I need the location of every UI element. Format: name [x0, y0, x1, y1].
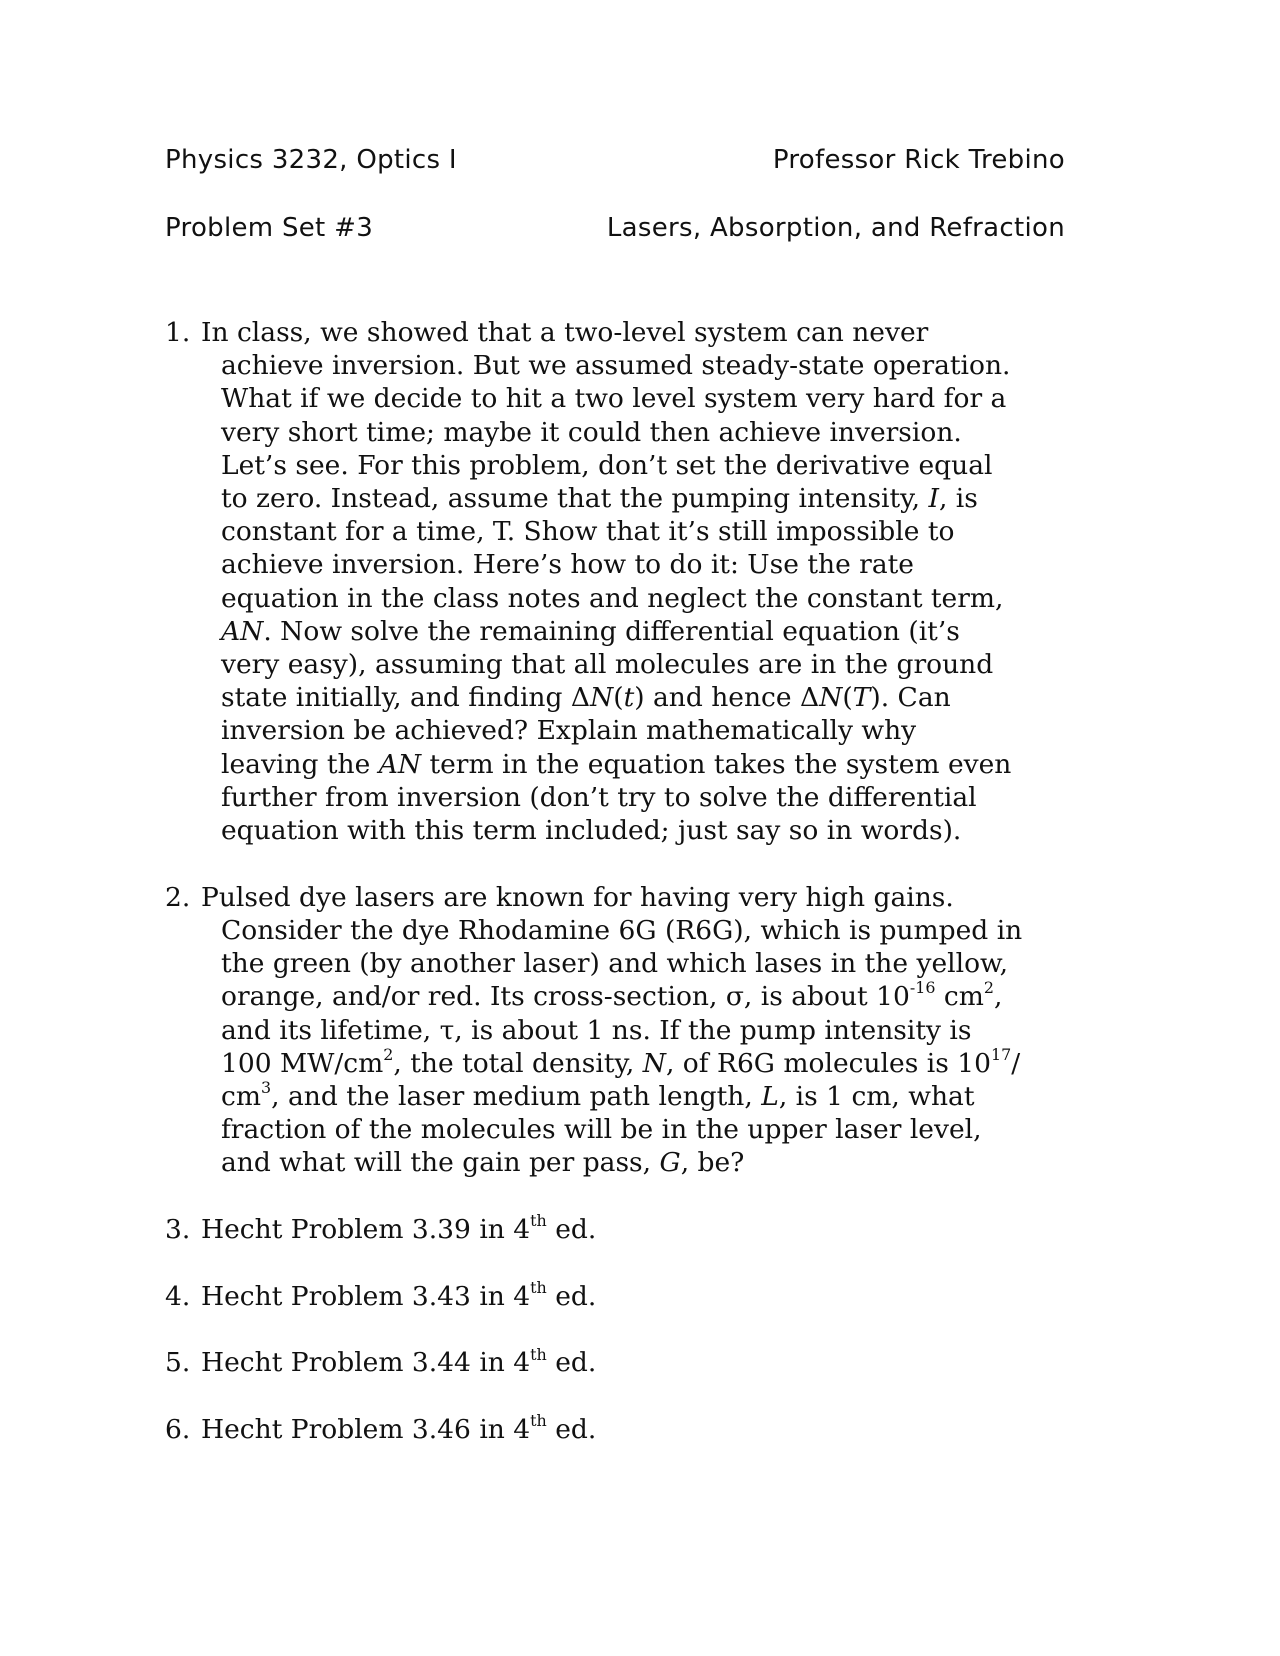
problem-text-line: equation in the class notes and neglect the constant term,	[221, 582, 1004, 614]
problem-text-line: Hecht Problem 3.44 in 4th ed.	[201, 1344, 597, 1379]
problem-6	[165, 1413, 1125, 1446]
problem-text-line: achieve inversion. But we assumed steady-state operation.	[221, 350, 1011, 382]
problem-list	[165, 316, 1125, 1480]
problem-number: 1.	[165, 317, 191, 348]
problem-2	[165, 881, 1125, 1180]
professor-name: Professor Rick Trebino	[772, 145, 1065, 175]
problem-text-line: further from inversion (don’t try to solve the differential	[221, 781, 977, 813]
problem-text-line: Consider the dye Rhodamine 6G (R6G), which is pumped in	[221, 914, 1023, 946]
problem-text-line: constant for a time, T. Show that it’s still impossible to	[221, 516, 955, 548]
problem-text-line: orange, and/or red. Its cross-section, σ, is about $10^{-16}$ $cm^2$,	[221, 978, 1003, 1013]
problem-text-line: and what will the gain per pass, G, be?	[221, 1147, 745, 1179]
problem-text-line: What if we decide to hit a two level system very hard for a	[221, 383, 1007, 415]
problem-text-line: the green (by another laser) and which lases in the yellow,	[221, 948, 1009, 980]
problem-text-line: In class, we showed that a two-level system can never	[201, 317, 929, 348]
problem-number: 2.	[165, 881, 191, 913]
problem-text-line: achieve inversion. Here’s how to do it: Use the rate	[221, 549, 914, 581]
problem-text-line: AN. Now solve the remaining differential equation (it’s	[221, 615, 960, 647]
problem-number: 3.	[165, 1214, 191, 1246]
problem-text-line: very short time; maybe it could then achieve inversion.	[221, 416, 962, 448]
problem-text-line: 100 $MW/cm^2$, the total density, N, of R6G molecules is $10^{17}/$	[221, 1044, 1021, 1079]
problem-set-title: Problem Set #3	[165, 213, 374, 243]
course-title: Physics 3232, Optics I	[165, 145, 457, 175]
problem-text-line: fraction of the molecules will be in the upper laser level,	[221, 1114, 982, 1146]
problem-4	[165, 1277, 1125, 1313]
problem-number: 4.	[165, 1280, 191, 1312]
problem-number: 5.	[165, 1347, 191, 1379]
problem-text-line: and its lifetime, τ, is about 1 ns. If the pump intensity is	[221, 1014, 972, 1046]
problem-5	[165, 1346, 1125, 1379]
problem-text-line: Hecht Problem 3.39 in 4th ed.	[201, 1211, 597, 1246]
problem-text-line: to zero. Instead, assume that the pumping intensity, I, is	[221, 483, 978, 515]
problem-text-line: very easy), assuming that all molecules are in the ground	[221, 649, 994, 681]
problem-text-line: Pulsed dye lasers are known for having very high gains.	[201, 881, 954, 913]
problem-number: 6.	[165, 1414, 191, 1446]
problem-text-line: $cm^3$, and the laser medium path length, L, is 1 cm, what	[221, 1078, 975, 1112]
problem-text-line: leaving the AN term in the equation takes the system even	[221, 748, 1012, 780]
problem-3	[165, 1213, 1125, 1246]
problem-set-topic: Lasers, Absorption, and Refraction	[606, 213, 1065, 243]
problem-text-line: Let’s see. For this problem, don’t set the derivative equal	[221, 449, 993, 481]
problem-text-line: inversion be achieved? Explain mathematically why	[221, 715, 917, 747]
problem-text-line: equation with this term included; just say so in words).	[221, 815, 962, 847]
problem-text-line: Hecht Problem 3.43 in 4th ed.	[201, 1277, 597, 1312]
problem-1	[165, 316, 1125, 847]
problem-text-line: Hecht Problem 3.46 in 4th ed.	[201, 1411, 597, 1446]
problem-text-line: state initially, and finding ΔN(t) and hence ΔN(T). Can	[221, 682, 951, 714]
